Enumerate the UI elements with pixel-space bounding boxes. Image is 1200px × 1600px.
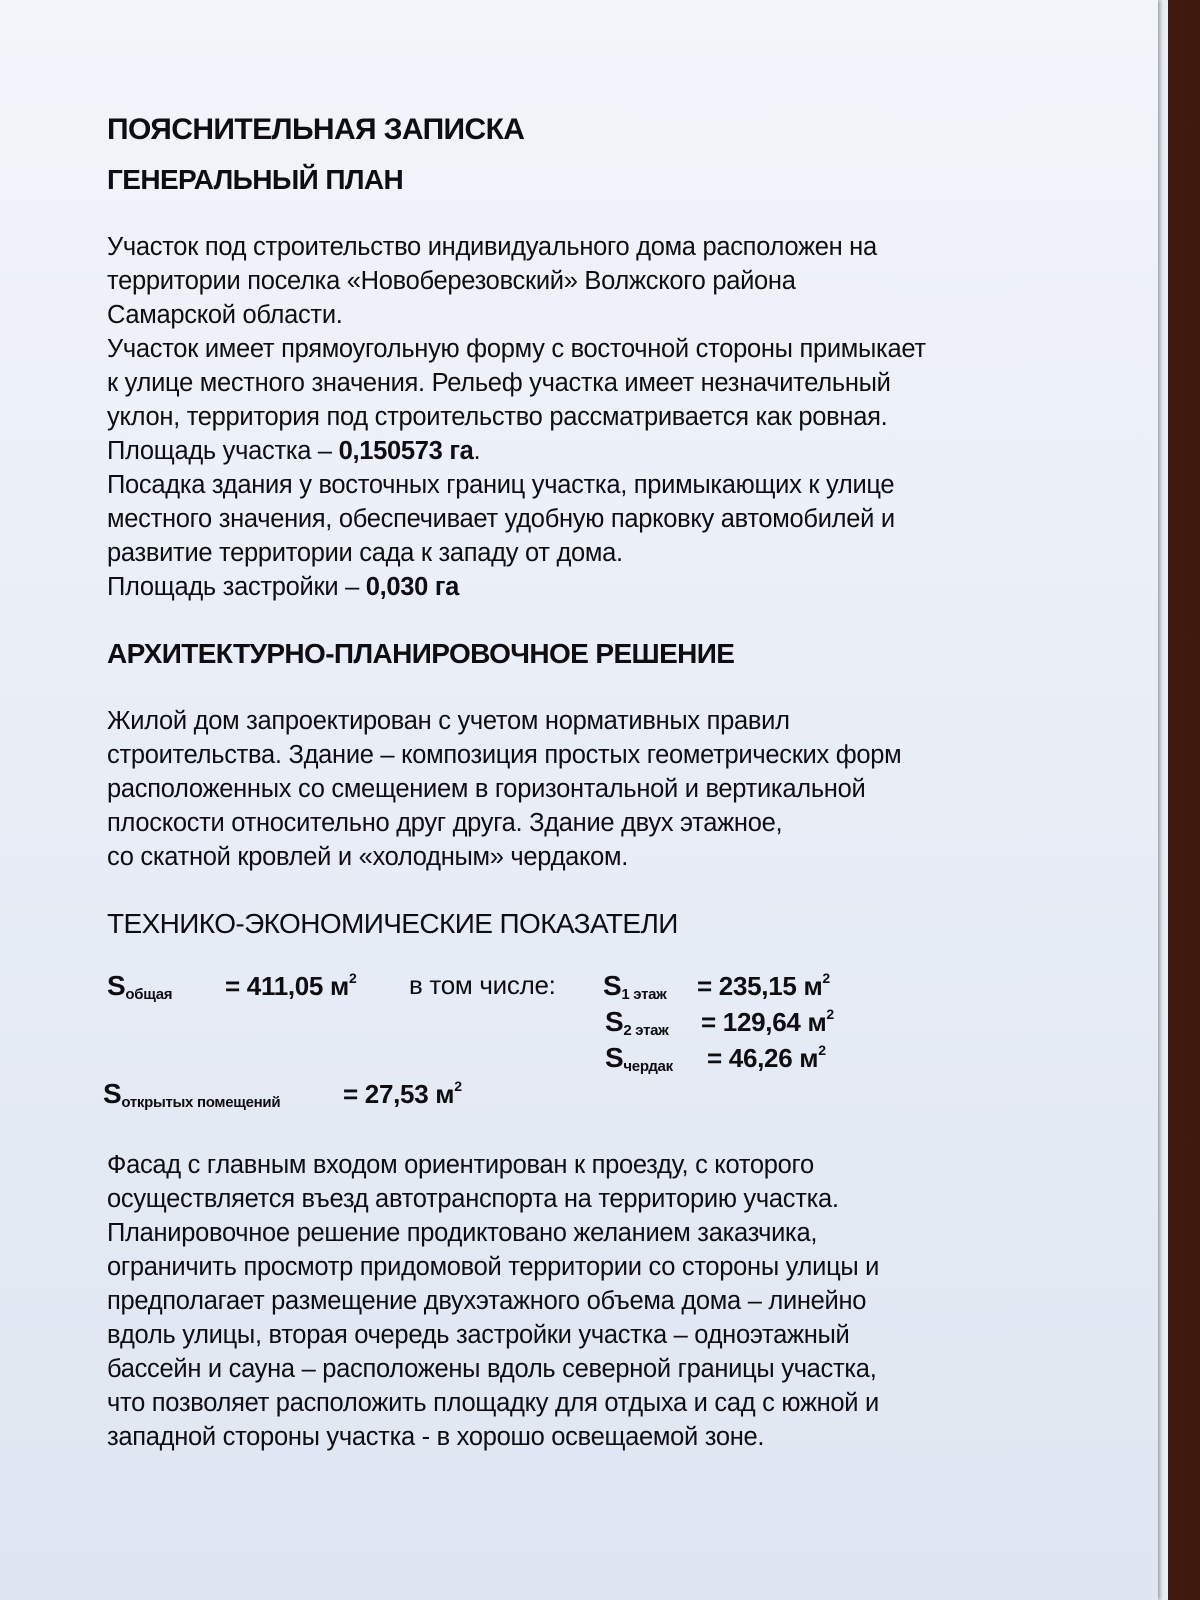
text-line: строительства. Здание – композиция простых геометрических форм [107, 741, 902, 769]
s-symbol: S [107, 970, 126, 1001]
text-line: уклон, территория под строительство рассматривается как ровная. [107, 403, 888, 431]
plot-area-line [107, 434, 1117, 468]
text-line: вдоль улицы, вторая очередь застройки участка – одноэтажный [107, 1321, 850, 1349]
text-line: со скатной кровлей и «холодным» чердаком. [107, 843, 629, 871]
section-heading-architecture: АРХИТЕКТУРНО-ПЛАНИРОВОЧНОЕ РЕШЕНИЕ [107, 638, 735, 669]
text-line: расположенных со смещением в горизонтальной и вертикальной [107, 775, 866, 803]
built-area-line [107, 570, 1117, 604]
floor2-area: $S_{2 этаж}$ [605, 1006, 669, 1039]
text-line: Жилой дом запроектирован с учетом нормативных правил [107, 707, 790, 735]
section-heading-indicators: ТЕХНИКО-ЭКОНОМИЧЕСКИЕ ПОКАЗАТЕЛИ [107, 908, 678, 939]
built-area-value: 0,030 га [365, 573, 460, 601]
plot-area-end: . [473, 437, 481, 465]
open-rooms-area-value: = 27,53 $м^2$ [343, 1078, 462, 1109]
attic-area: $S_{чердак}$ [605, 1042, 673, 1075]
indicators-block [103, 970, 1117, 1120]
text-line: Планировочное решение продиктовано желанием заказчика, [107, 1219, 818, 1247]
text-line: что позволяет расположить площадку для отдыха и сад с южной и [107, 1389, 879, 1417]
text-line: ограничить просмотр придомовой территории со стороны улицы и [107, 1253, 880, 1281]
text-line: Посадка здания у восточных границ участка, примыкающих к улице [107, 471, 895, 499]
built-area-label: Площадь застройки – [107, 573, 366, 601]
floor2-area-value: = 129,64 $м^2$ [701, 1006, 834, 1037]
text-line: Участок имеет прямоугольную форму с восточной стороны примыкает [107, 335, 926, 363]
text-line: Участок под строительство индивидуального дома расположен на [107, 233, 877, 261]
including-label: в том числе: [409, 970, 556, 1000]
architecture-paragraph [107, 704, 1117, 874]
document-content [103, 108, 1117, 1454]
plot-area-label: Площадь участка – [107, 437, 339, 465]
total-area-label [107, 970, 172, 1003]
text-line: предполагает размещение двухэтажного объема дома – линейно [107, 1287, 867, 1315]
open-rooms-area: $S_{открытых помещений}$ [103, 1078, 281, 1111]
document-title: ПОЯСНИТЕЛЬНАЯ ЗАПИСКА [107, 113, 525, 146]
text-line: Фасад с главным входом ориентирован к проезду, с которого [107, 1151, 814, 1179]
floor1-area: $S_{1 этаж}$ [603, 970, 667, 1003]
general-plan-paragraph [107, 230, 1117, 604]
plot-area-value: 0,150573 га [338, 437, 474, 465]
text-line: к улице местного значения. Рельеф участка имеет незначительный [107, 369, 891, 397]
text-line: развитие территории сада к западу от дома. [107, 539, 623, 567]
text-line: западной стороны участка - в хорошо освещаемой зоне. [107, 1423, 765, 1451]
text-line: осуществляется въезд автотранспорта на территорию участка. [107, 1185, 839, 1213]
text-line: местного значения, обеспечивает удобную парковку автомобилей и [107, 505, 895, 533]
total-area-value: = 411,05 $м^2$ [225, 970, 357, 1001]
text-line: плоскости относительно друг друга. Здание двух этажное, [107, 809, 783, 837]
floor1-area-value: = 235,15 $м^2$ [697, 970, 830, 1001]
facade-paragraph [107, 1148, 1117, 1454]
text-line: бассейн и сауна – расположены вдоль северной границы участка, [107, 1355, 877, 1383]
attic-area-value: = 46,26 $м^2$ [707, 1042, 826, 1073]
section-heading-general-plan: ГЕНЕРАЛЬНЫЙ ПЛАН [107, 164, 404, 195]
subscript: общая [125, 986, 173, 1003]
text-line: территории поселка «Новоберезовский» Волжского района [107, 267, 796, 295]
text-line: Самарской области. [107, 301, 343, 329]
